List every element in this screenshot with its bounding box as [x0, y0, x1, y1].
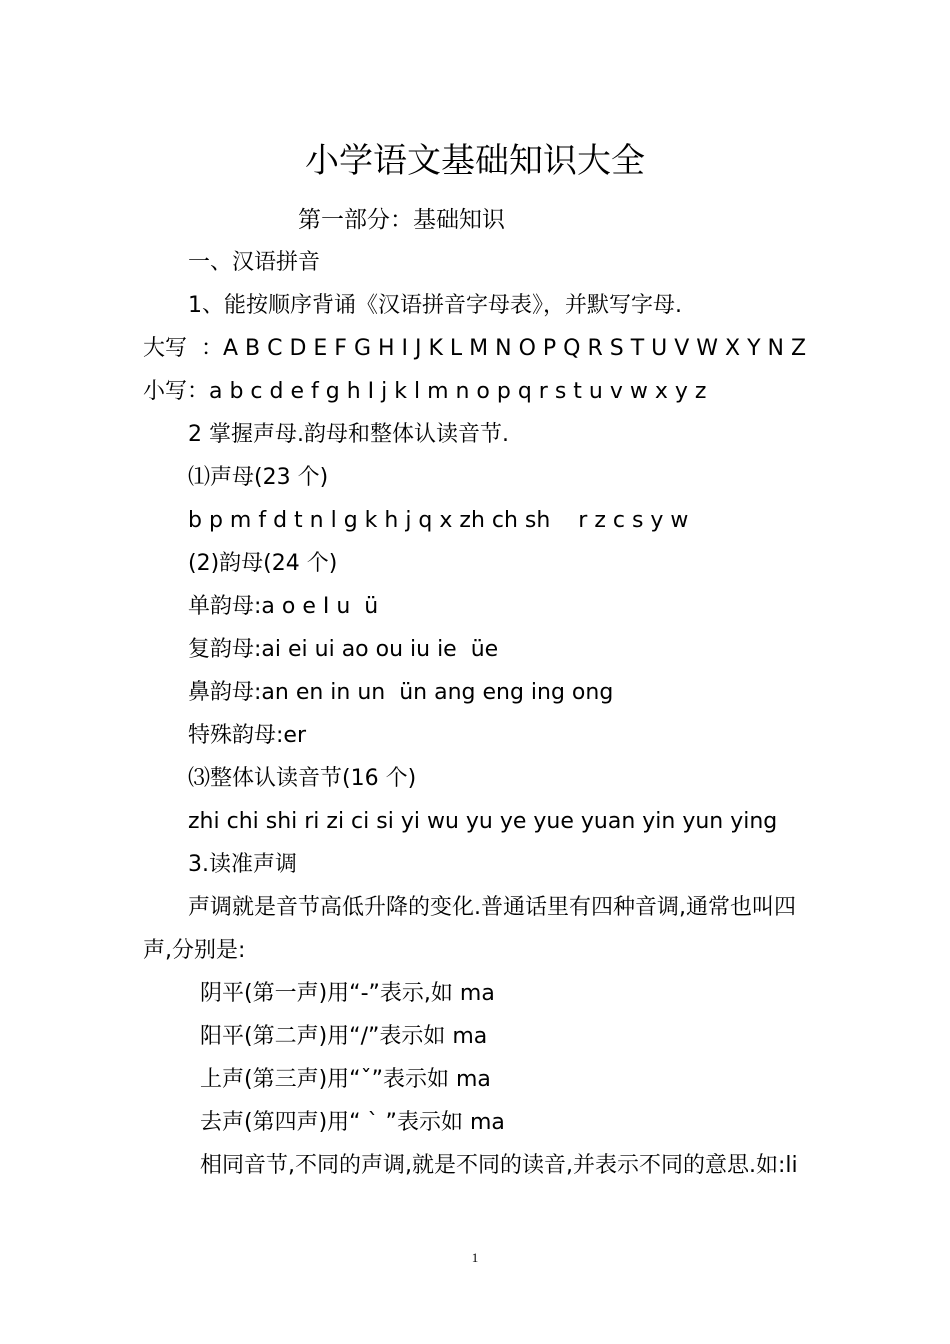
subheading-whole-syllables: ⑶整体认读音节(16 个) [188, 766, 417, 791]
text-line: 相同音节,不同的声调,就是不同的读音,并表示不同的意思.如:li [200, 1153, 798, 1178]
tone-third: 上声(第三声)用“ˇ”表示如 ma [200, 1067, 491, 1092]
whole-syllables-list: zhi chi shi ri zi ci si yi wu yu ye yue yuan yin yun ying [188, 809, 778, 834]
subheading-finals: (2)韵母(24 个) [188, 551, 338, 576]
subheading-initials: ⑴声母(23 个) [188, 465, 329, 490]
subheading-tones: 3.读准声调 [188, 852, 297, 877]
compound-finals: 复韵母:ai ei ui ao ou iu ie üe [188, 637, 499, 662]
simple-finals: 单韵母:a o e I u ü [188, 594, 379, 619]
document-title: 小学语文基础知识大全 [305, 141, 645, 181]
special-finals: 特殊韵母:er [188, 723, 306, 748]
page-number: 1 [471, 1250, 479, 1265]
uppercase-alphabet-line: 大写 ：A B C D E F G H I J K L M N O P Q R S T U V W X Y N Z [143, 336, 807, 361]
tone-second: 阳平(第二声)用“/”表示如 ma [200, 1024, 488, 1049]
text-line: 声,分别是: [143, 938, 246, 963]
initials-list: b p m f d t n l g k h j q x zh ch sh r z c s y w [188, 508, 689, 533]
part-heading: 第一部分：基础知识 [298, 207, 505, 233]
tone-fourth: 去声(第四声)用“ ` ”表示如 ma [200, 1110, 505, 1135]
section-heading: 一、汉语拼音 [188, 250, 321, 275]
nasal-finals: 鼻韵母:an en in un ün ang eng ing ong [188, 680, 614, 705]
text-line: 1、能按顺序背诵《汉语拼音字母表》，并默写字母. [188, 293, 682, 318]
lowercase-alphabet-line: 小写：a b c d e f g h I j k l m n o p q r s t u v w x y z [143, 379, 707, 404]
tone-first: 阴平(第一声)用“-”表示,如 ma [200, 981, 495, 1006]
text-line: 2 掌握声母.韵母和整体认读音节. [188, 422, 509, 447]
text-line: 声调就是音节高低升降的变化.普通话里有四种音调,通常也叫四 [188, 895, 796, 920]
